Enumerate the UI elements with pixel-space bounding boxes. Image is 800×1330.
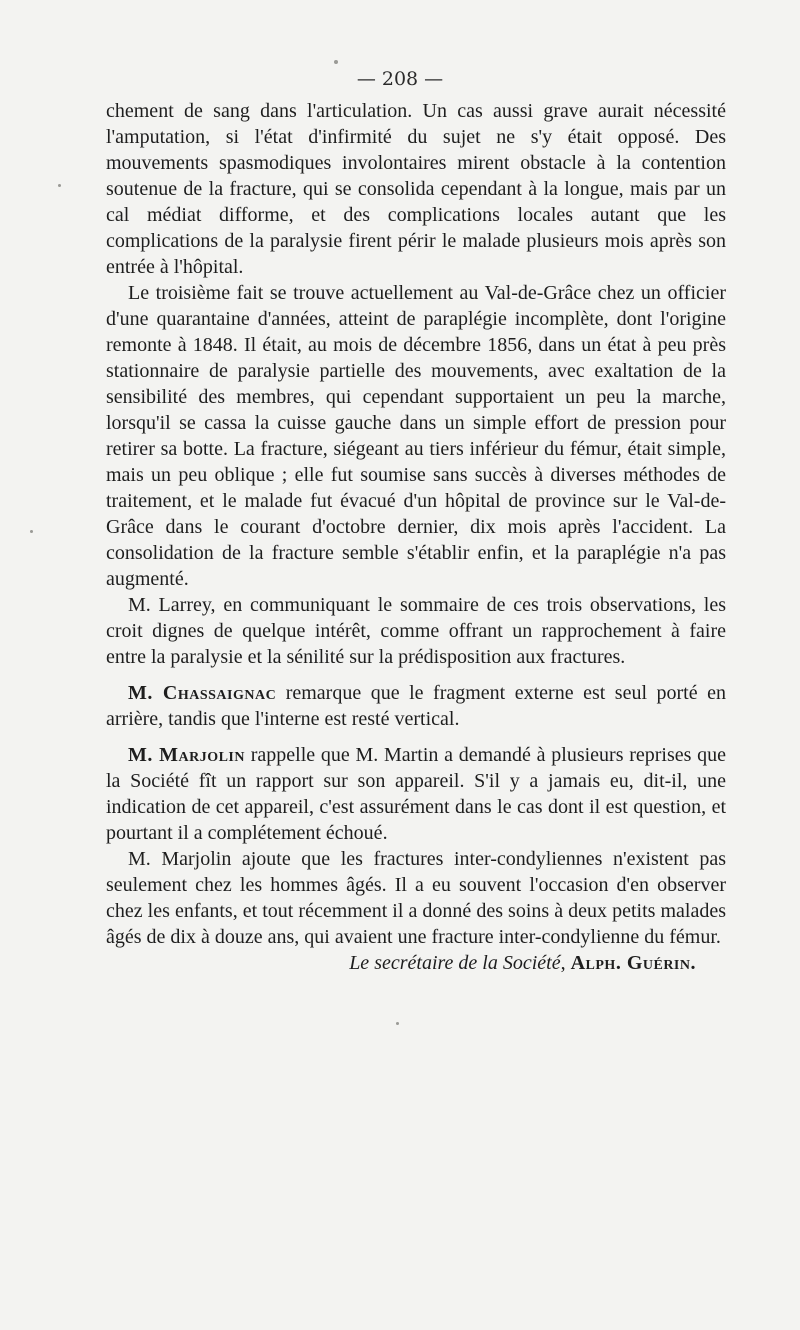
paragraph-5 <box>106 742 726 846</box>
signature-separator: , <box>560 952 571 974</box>
paragraph-4 <box>106 680 726 732</box>
body-text <box>106 98 726 976</box>
paragraph-5-text: rappelle que M. Martin a demandé à plusieurs reprises que la Société fît un rapport sur son appareil. S'il y a jamais eu, dit-il, une indication de cet appareil, c'est assurément dans le cas dont il est question, et pourtant il a complétement échoué. <box>106 744 727 844</box>
signature-title: Le secrétaire de la Société <box>349 952 561 974</box>
scan-speck <box>30 530 33 533</box>
signature-name: Alph. Guérin. <box>570 952 696 974</box>
scan-speck <box>334 60 338 64</box>
paragraph-6: M. Marjolin ajoute que les fractures inter-condyliennes n'existent pas seulement chez les hommes âgés. Il a eu souvent l'occasion d'en observer chez les enfants, et tout récemment il a donné des soins à deux petits malades âgés de dix à douze ans, qui avaient une fracture inter-condylienne du fémur. <box>106 848 726 948</box>
speaker-marjolin: M. Marjolin <box>128 744 245 766</box>
page-number: — 208 — <box>356 68 444 90</box>
scan-speck <box>396 1022 399 1025</box>
scan-speck <box>58 184 61 187</box>
speaker-chassaignac: M. Chassaignac <box>128 682 277 704</box>
paragraph-1: chement de sang dans l'articulation. Un cas aussi grave aurait nécessité l'amputation, si l'état d'infirmité du sujet ne s'y était opposé. Des mouvements spasmodiques involontaires mirent obstacle à la contention soutenue de la fracture, qui se consolida cependant à la longue, mais par un cal médiat difforme, et des complications locales autant que les complications de la paralysie firent périr le malade plusieurs mois après son entrée à l'hôpital. <box>106 100 726 278</box>
signature <box>106 950 726 976</box>
paragraph-2: Le troisième fait se trouve actuellement au Val-de-Grâce chez un officier d'une quarantaine d'années, atteint de paraplégie incomplète, dont l'origine remonte à 1848. Il était, au mois de décembre 1856, dans un état à peu près stationnaire de paralysie partielle des mouvements, avec exaltation de la sensibilité des membres, qui cependant supportaient un peu la marche, lorsqu'il se cassa la cuisse gauche dans un simple effort de pression pour retirer sa botte. La fracture, siégeant au tiers inférieur du fémur, était simple, mais un peu oblique ; elle fut soumise sans succès à diverses méthodes de traitement, et le malade fut évacué d'un hôpital de province sur le Val-de-Grâce dans le courant d'octobre dernier, dix mois après l'accident. La consolidation de la fracture semble s'établir enfin, et la paraplégie n'a pas augmenté. <box>106 282 726 590</box>
paragraph-4-text: remarque que le fragment externe est seul porté en arrière, tandis que l'interne est resté vertical. <box>106 682 727 730</box>
paragraph-3: M. Larrey, en communiquant le sommaire de ces trois observations, les croit dignes de quelque intérêt, comme offrant un rapprochement à faire entre la paralysie et la sénilité sur la prédisposition aux fractures. <box>106 594 726 668</box>
